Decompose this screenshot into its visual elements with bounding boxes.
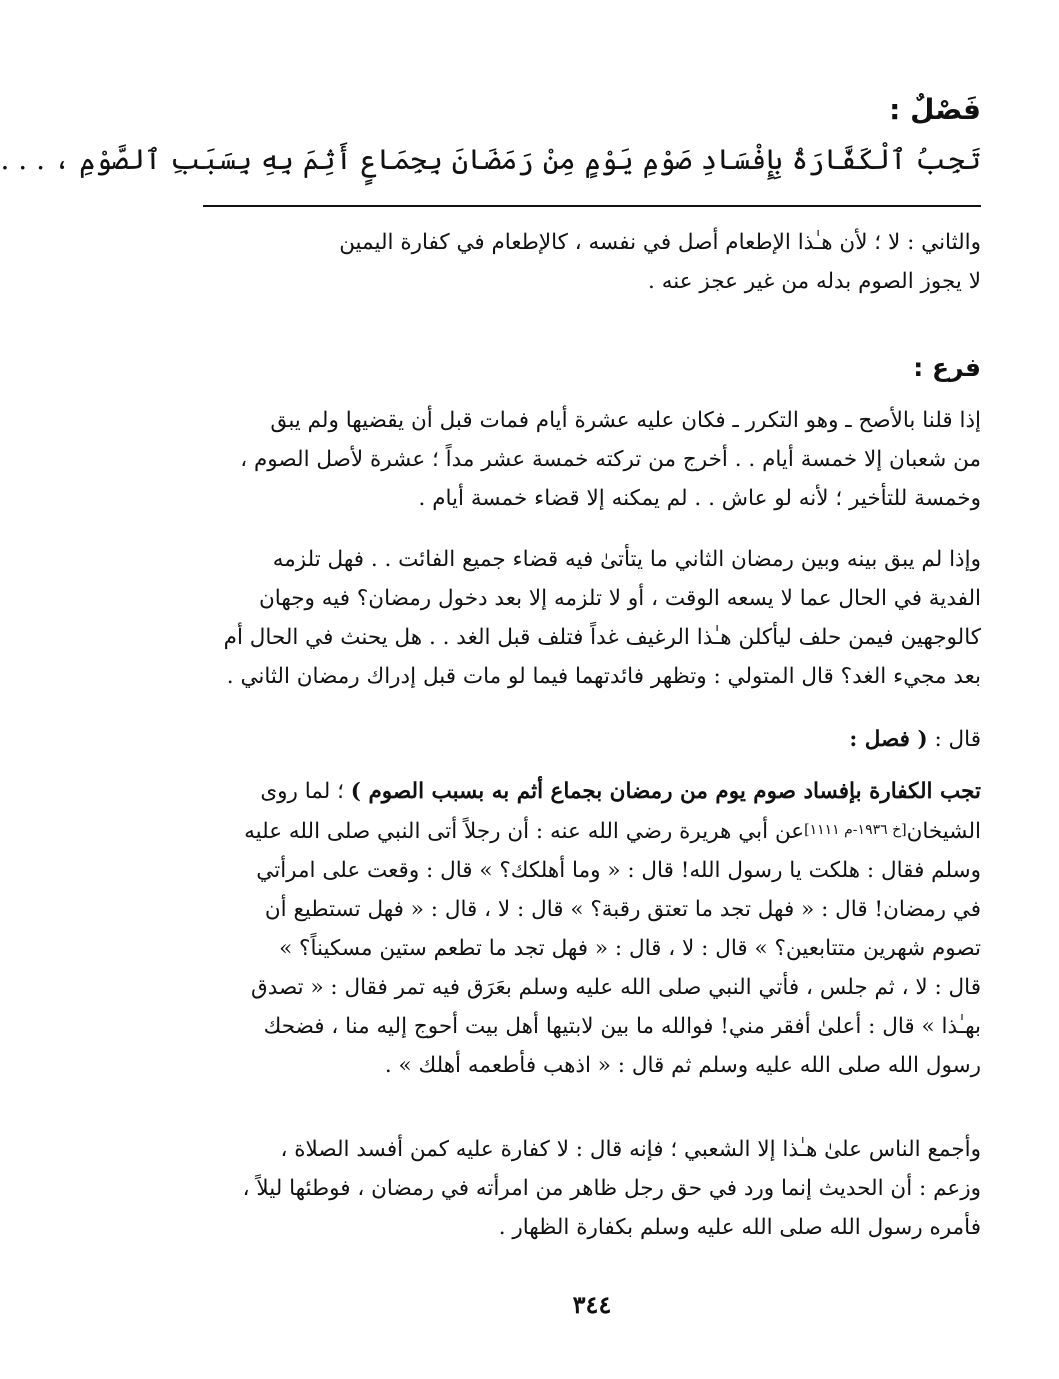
paragraph-second-opinion (203, 223, 981, 301)
text-line: بعد مجيء الغد؟ قال المتولي : وتظهر فائدتهما فيما لو مات قبل إدراك رمضان الثاني . (226, 664, 981, 689)
matn-divider (203, 205, 981, 207)
text-line: الفدية في الحال عما لا يسعه الوقت ، أو لا تلزمه إلا بعد دخول رمضان؟ فيه وجهان (258, 586, 981, 611)
quoted-matn-bold: تجب الكفارة بإفساد صوم يوم من رمضان بجماع أثم به بسبب الصوم ) (350, 779, 981, 804)
hadith-reference: [خ ١٩٣٦-م ١١١١] (804, 822, 907, 838)
text-fragment: ؛ لما روى (260, 779, 351, 804)
text-line (203, 720, 981, 759)
paragraph-kaffara-hadith (203, 772, 981, 1085)
text-line: قال : لا ، ثم جلس ، فأتي النبي صلى الله عليه وسلم بعَرَق فيه تمر فقال : « تصدق (251, 975, 981, 1000)
text-line: وأجمع الناس علىٰ هـٰذا إلا الشعبي ؛ فإنه قال : لا كفارة عليه كمن أفسد الصلاة ، (280, 1137, 981, 1162)
text-line: كالوجهين فيمن حلف ليأكلن هـٰذا الرغيف غداً فتلف قبل الغد . . هل يحنث في الحال أم (223, 625, 981, 650)
text-line: وسلم فقال : هلكت يا رسول الله! قال : « وما أهلكك؟ » قال : وقعت على امرأتي (256, 858, 981, 883)
section-heading-fasl: فَصْلٌ : (889, 93, 981, 126)
section-heading-far: فرع : (913, 353, 981, 382)
qala-prefix: قال : (927, 727, 981, 752)
text-line (203, 772, 981, 811)
text-line: تصوم شهرين متتابعين؟ » قال : لا ، قال : « فهل تجد ما تطعم ستين مسكيناً؟ » (279, 936, 981, 961)
text-fragment: الشيخان (906, 819, 981, 844)
paragraph-far-case (203, 401, 981, 518)
text-line: وإذا لم يبق بينه وبين رمضان الثاني ما يتأتىٰ فيه قضاء جميع الفائت . . فهل تلزمه (272, 547, 981, 572)
qala-bold: ( فصل : (849, 727, 928, 752)
text-line: فأمره رسول الله صلى الله عليه وسلم بكفارة الظهار . (498, 1215, 981, 1240)
text-line: لا يجوز الصوم بدله من غير عجز عنه . (648, 269, 981, 294)
text-line: والثاني : لا ؛ لأن هـٰذا الإطعام أصل في نفسه ، كالإطعام في كفارة اليمين (339, 230, 981, 255)
paragraph-fidya-question (203, 540, 981, 696)
qala-fasl-line (203, 720, 981, 759)
text-line: إذا قلنا بالأصح ـ وهو التكرر ـ فكان عليه عشرة أيام فمات قبل أن يقضيها ولم يبق (270, 408, 981, 433)
page-number: ٣٤٤ (572, 1290, 612, 1319)
paragraph-ijma (203, 1130, 981, 1247)
text-line: رسول الله صلى الله عليه وسلم ثم قال : « اذهب فأطعمه أهلك » . (384, 1053, 981, 1078)
matn-text: تَجِبُ ٱلْكَفَّارَةُ بِإِفْسَادِ صَوْمِ يَوْمٍ مِنْ رَمَضَانَ بِجِمَاعٍ أَثِمَ بِهِ بِسَبَبِ ٱلصَّوْمِ ، . . . (0, 143, 981, 176)
text-line: في رمضان! قال : « فهل تجد ما تعتق رقبة؟ » قال : لا ، قال : « فهل تستطيع أن (264, 897, 981, 922)
text-line: وزعم : أن الحديث إنما ورد في حق رجل ظاهر من امرأته في رمضان ، فوطئها ليلاً ، (242, 1176, 981, 1201)
text-line: من شعبان إلا خمسة أيام . . أخرج من تركته خمسة عشر مداً ؛ عشرة لأصل الصوم ، (240, 447, 981, 472)
text-line: بهـٰذا » قال : أعلىٰ أفقر مني! فوالله ما بين لابتيها أهل بيت أحوج إليه منا ، فضحك (263, 1014, 981, 1039)
text-fragment: عن أبي هريرة رضي الله عنه : أن رجلاً أتى النبي صلى الله عليه (244, 819, 805, 844)
text-line: وخمسة للتأخير ؛ لأنه لو عاش . . لم يمكنه إلا قضاء خمسة أيام . (418, 486, 981, 511)
text-line (203, 811, 981, 851)
